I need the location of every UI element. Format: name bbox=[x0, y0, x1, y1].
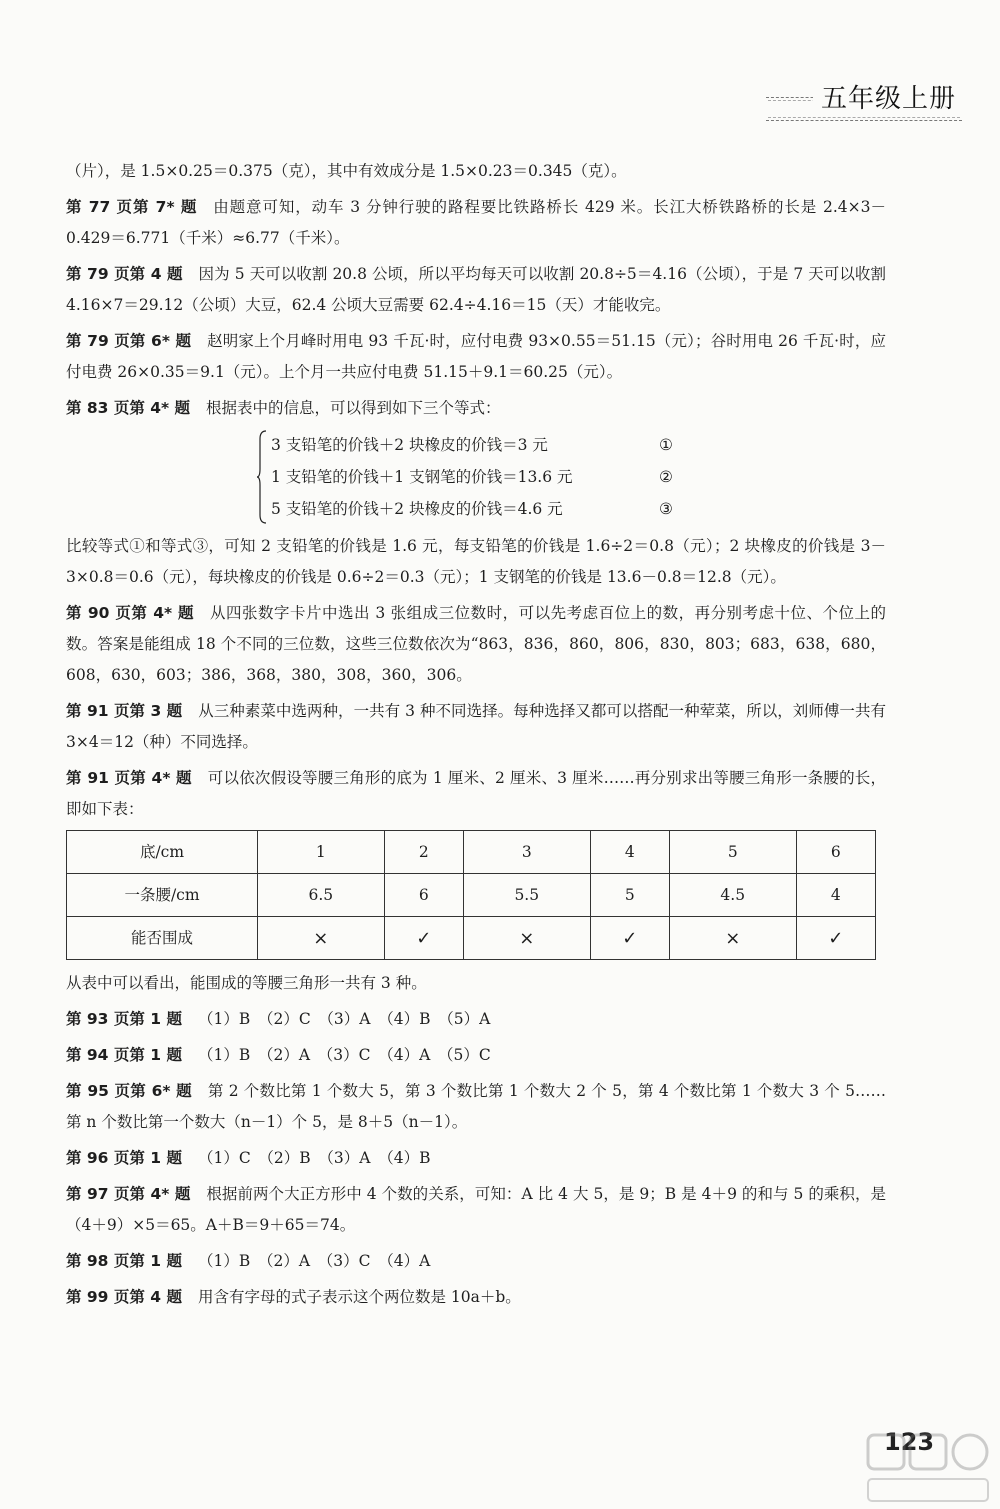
equation-row bbox=[271, 493, 691, 525]
left-brace-icon bbox=[257, 429, 267, 525]
paragraph-p0 bbox=[66, 156, 886, 187]
table-cell: 6.5 bbox=[258, 874, 385, 917]
paragraph-text: 从三种素菜中选两种，一共有 3 种不同选择。每种选择又都可以搭配一种荤菜，所以，刘师傅一共有 3×4＝12（种）不同选择。 bbox=[66, 702, 886, 751]
question-label: 第 79 页第 6* 题 bbox=[66, 332, 192, 350]
equation-system bbox=[271, 429, 691, 525]
table-cell: 2 bbox=[384, 831, 463, 874]
paragraph-text: （1）B （2）C （3）A （4）B （5）A bbox=[197, 1010, 491, 1028]
question-label: 第 83 页第 4* 题 bbox=[66, 399, 191, 417]
question-label: 第 97 页第 4* 题 bbox=[66, 1185, 191, 1203]
check-icon: ✓ bbox=[384, 917, 463, 960]
equation-row bbox=[271, 461, 691, 493]
paragraph-p97 bbox=[66, 1179, 886, 1241]
question-label: 第 96 页第 1 题 bbox=[66, 1149, 182, 1167]
equation-text: 5 支铅笔的价钱＋2 块橡皮的价钱＝4.6 元 bbox=[271, 500, 563, 518]
question-label: 第 79 页第 4 题 bbox=[66, 265, 183, 283]
cross-icon: × bbox=[258, 917, 385, 960]
cross-icon: × bbox=[669, 917, 796, 960]
table-row bbox=[67, 917, 876, 960]
paragraph-p99 bbox=[66, 1282, 886, 1313]
paragraph-text: 用含有字母的式子表示这个两位数是 10a＋b。 bbox=[197, 1288, 521, 1306]
paragraph-p96 bbox=[66, 1143, 886, 1174]
question-label: 第 90 页第 4* 题 bbox=[66, 604, 195, 622]
paragraph-text: 可以依次假设等腰三角形的底为 1 厘米、2 厘米、3 厘米……再分别求出等腰三角形一条腰的长，即如下表： bbox=[66, 769, 887, 818]
paragraph-p93 bbox=[66, 1004, 886, 1035]
check-icon: ✓ bbox=[590, 917, 669, 960]
table-cell: 6 bbox=[384, 874, 463, 917]
table-cell: 4.5 bbox=[669, 874, 796, 917]
table-cell: 3 bbox=[463, 831, 590, 874]
question-label: 第 93 页第 1 题 bbox=[66, 1010, 182, 1028]
equation-row bbox=[271, 429, 691, 461]
table-cell: 4 bbox=[590, 831, 669, 874]
paragraph-text: 赵明家上个月峰时用电 93 千瓦·时，应付电费 93×0.55＝51.15（元）；谷时用电 26 千瓦·时，应付电费 26×0.35＝9.1（元）。上个月一共应付电费 51.15＋9.1＝60.25（元）。 bbox=[66, 332, 886, 381]
paragraph-text: 由题意可知，动车 3 分钟行驶的路程要比铁路桥长 429 米。长江大桥铁路桥的长是 2.4×3－0.429＝6.771（千米）≈6.77（千米）。 bbox=[66, 198, 886, 247]
paragraph-p91a bbox=[66, 696, 886, 758]
equation-mark: ① bbox=[659, 436, 673, 454]
triangle-table bbox=[66, 830, 876, 960]
row-header: 底/cm bbox=[67, 831, 258, 874]
paragraph-p91b bbox=[66, 763, 886, 825]
paragraph-p94 bbox=[66, 1040, 886, 1071]
watermark-logo-icon bbox=[862, 1427, 994, 1507]
paragraph-p77 bbox=[66, 192, 886, 254]
question-label: 第 91 页第 4* 题 bbox=[66, 769, 192, 787]
answer-content bbox=[66, 156, 886, 1318]
question-label: 第 99 页第 4 题 bbox=[66, 1288, 182, 1306]
question-label: 第 77 页第 7* 题 bbox=[66, 198, 198, 216]
equation-mark: ② bbox=[659, 468, 673, 486]
paragraph-text: （1）C （2）B （3）A （4）B bbox=[197, 1149, 431, 1167]
table-cell: 6 bbox=[796, 831, 875, 874]
grade-label: 五年级上册 bbox=[813, 78, 962, 115]
paragraph-text: 从表中可以看出，能围成的等腰三角形一共有 3 种。 bbox=[66, 974, 427, 992]
table-row bbox=[67, 874, 876, 917]
question-label: 第 98 页第 1 题 bbox=[66, 1252, 182, 1270]
paragraph-text: 比较等式①和等式③，可知 2 支铅笔的价钱是 1.6 元，每支铅笔的价钱是 1.6÷2＝0.8（元）；2 块橡皮的价钱是 3－3×0.8＝0.6（元），每块橡皮的价钱是 0.6÷2＝0.3（元）；1 支钢笔的价钱是 13.6－0.8＝12.8（元）。 bbox=[66, 537, 886, 586]
paragraph-p79a bbox=[66, 259, 886, 321]
table-cell: 5 bbox=[590, 874, 669, 917]
table-cell: 4 bbox=[796, 874, 875, 917]
page-number: 123 bbox=[884, 1428, 935, 1456]
row-header: 一条腰/cm bbox=[67, 874, 258, 917]
paragraph-text: （1）B （2）A （3）C （4）A （5）C bbox=[197, 1046, 491, 1064]
paragraph-p91c bbox=[66, 968, 886, 999]
table-cell: 5 bbox=[669, 831, 796, 874]
paragraph-text: 根据前两个大正方形中 4 个数的关系，可知：A 比 4 大 5，是 9；B 是 4＋9 的和与 5 的乘积，是（4＋9）×5＝65。A＋B＝9＋65＝74。 bbox=[66, 1185, 886, 1234]
question-label: 第 91 页第 3 题 bbox=[66, 702, 183, 720]
equation-mark: ③ bbox=[659, 500, 673, 518]
check-icon: ✓ bbox=[796, 917, 875, 960]
paragraph-p90 bbox=[66, 598, 886, 691]
question-label: 第 94 页第 1 题 bbox=[66, 1046, 182, 1064]
table-row bbox=[67, 831, 876, 874]
paragraph-p95 bbox=[66, 1076, 886, 1138]
paragraph-text: 从四张数字卡片中选出 3 张组成三位数时，可以先考虑百位上的数，再分别考虑十位、个位上的数。答案是能组成 18 个不同的三位数，这些三位数依次为“863，836，860，806，830，803；683，638，680，608，630，603；386，368，380，308，360，306。 bbox=[66, 604, 887, 684]
table-cell: 1 bbox=[258, 831, 385, 874]
paragraph-text: 根据表中的信息，可以得到如下三个等式： bbox=[206, 399, 501, 417]
paragraph-p98 bbox=[66, 1246, 886, 1277]
paragraph-p79b bbox=[66, 326, 886, 388]
paragraph-p83b bbox=[66, 531, 886, 593]
question-label: 第 95 页第 6* 题 bbox=[66, 1082, 192, 1100]
grade-header bbox=[766, 83, 962, 122]
cross-icon: × bbox=[463, 917, 590, 960]
paragraph-p83 bbox=[66, 393, 886, 424]
paragraph-text: （1）B （2）A （3）C （4）A bbox=[197, 1252, 431, 1270]
equation-text: 3 支铅笔的价钱＋2 块橡皮的价钱＝3 元 bbox=[271, 436, 548, 454]
paragraph-text: 因为 5 天可以收割 20.8 公顷，所以平均每天可以收割 20.8÷5＝4.16（公顷），于是 7 天可以收割 4.16×7＝29.12（公顷）大豆，62.4 公顷大豆需要 62.4÷4.16＝15（天）才能收完。 bbox=[66, 265, 886, 314]
paragraph-text: 第 2 个数比第 1 个数大 5，第 3 个数比第 1 个数大 2 个 5，第 4 个数比第 1 个数大 3 个 5……第 n 个数比第一个数大（n－1）个 5，是 8＋5（n－1）。 bbox=[66, 1082, 887, 1131]
equation-text: 1 支铅笔的价钱＋1 支钢笔的价钱＝13.6 元 bbox=[271, 468, 573, 486]
row-header: 能否围成 bbox=[67, 917, 258, 960]
paragraph-text: （片），是 1.5×0.25＝0.375（克），其中有效成分是 1.5×0.23＝0.345（克）。 bbox=[66, 162, 627, 180]
table-cell: 5.5 bbox=[463, 874, 590, 917]
